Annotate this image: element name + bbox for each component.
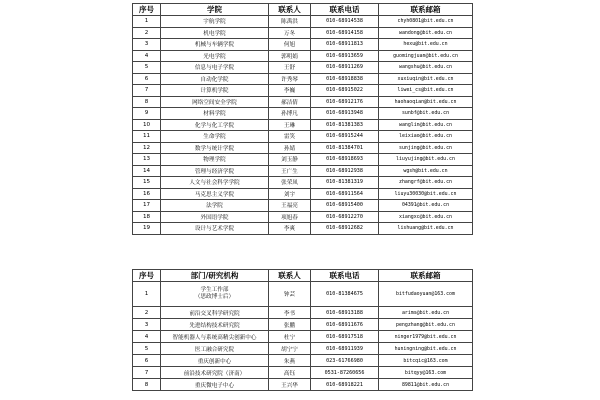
row-index: 11 [133, 131, 161, 143]
college-name: 马克思主义学院 [161, 188, 269, 200]
table-row [133, 131, 473, 143]
row-index: 1 [133, 16, 161, 28]
contact-phone: 010-68911939 [311, 343, 379, 355]
header-contact: 联系人 [269, 270, 311, 282]
header-index: 序号 [133, 270, 161, 282]
contact-person: 项旭春 [269, 211, 311, 223]
table-row [133, 96, 473, 108]
row-index: 4 [133, 50, 161, 62]
table-row [133, 355, 473, 367]
row-index: 4 [133, 331, 161, 343]
contact-email: arims@bit.edu.cn [379, 307, 473, 319]
contact-person: 郝洁倩 [269, 96, 311, 108]
contact-email: 04391@bit.edu.cn [379, 200, 473, 212]
contact-person: 朱燕 [269, 355, 311, 367]
row-index: 19 [133, 223, 161, 235]
contact-person: 王舒 [269, 62, 311, 74]
row-index: 3 [133, 319, 161, 331]
contact-person: 刘玉静 [269, 154, 311, 166]
row-index: 8 [133, 379, 161, 391]
college-name: 光电学院 [161, 50, 269, 62]
contact-email: bitfudaoyuan@163.com [379, 282, 473, 307]
college-name: 宇航学院 [161, 16, 269, 28]
table-header-row [133, 4, 473, 16]
college-name: 数学与统计学院 [161, 142, 269, 154]
college-name: 自动化学院 [161, 73, 269, 85]
table-row [133, 307, 473, 319]
contact-phone: 010-68911676 [311, 319, 379, 331]
contact-person: 孙博凡 [269, 108, 311, 120]
contact-email: wanglin@bit.edu.cn [379, 119, 473, 131]
contact-email: wandong@bit.edu.cn [379, 27, 473, 39]
college-name: 机械与车辆学院 [161, 39, 269, 51]
contact-person: 郭明娟 [269, 50, 311, 62]
department-name: 前沿交叉科学研究院 [161, 307, 269, 319]
header-email: 联系邮箱 [379, 270, 473, 282]
college-name: 材料学院 [161, 108, 269, 120]
contact-phone: 010-81381383 [311, 119, 379, 131]
contact-phone: 010-68918693 [311, 154, 379, 166]
contact-person: 许秀琴 [269, 73, 311, 85]
table-row [133, 27, 473, 39]
contact-email: wangshu@bit.edu.cn [379, 62, 473, 74]
college-name: 设计与艺术学院 [161, 223, 269, 235]
contact-phone: 010-68911813 [311, 39, 379, 51]
contact-phone: 010-68915400 [311, 200, 379, 212]
row-index: 3 [133, 39, 161, 51]
row-index: 5 [133, 343, 161, 355]
contact-person: 何旭 [269, 39, 311, 51]
table-row [133, 200, 473, 212]
contact-phone: 010-68917518 [311, 331, 379, 343]
row-index: 7 [133, 85, 161, 97]
contact-phone: 010-68915022 [311, 85, 379, 97]
college-name: 物理学院 [161, 154, 269, 166]
contact-email: sunbf@bit.edu.cn [379, 108, 473, 120]
contact-email: leixiao@bit.edu.cn [379, 131, 473, 143]
table-row [133, 142, 473, 154]
contact-phone: 010-81384675 [311, 282, 379, 307]
table-row [133, 367, 473, 379]
contact-email: pengzhang@bit.edu.cn [379, 319, 473, 331]
contact-person: 王福亮 [269, 200, 311, 212]
contact-email: huningning@bit.edu.cn [379, 343, 473, 355]
row-index: 2 [133, 307, 161, 319]
colleges-table-body [133, 16, 473, 235]
contact-person: 高钰 [269, 367, 311, 379]
contact-person: 陈禹洪 [269, 16, 311, 28]
header-email: 联系邮箱 [379, 4, 473, 16]
row-index: 1 [133, 282, 161, 307]
contact-person: 李巍 [269, 85, 311, 97]
table-row [133, 119, 473, 131]
contact-phone: 010-68912270 [311, 211, 379, 223]
college-name: 机电学院 [161, 27, 269, 39]
header-phone: 联系电话 [311, 270, 379, 282]
table-row [133, 319, 473, 331]
contact-email: sunjing@bit.edu.cn [379, 142, 473, 154]
department-name [161, 282, 269, 307]
college-name: 法学院 [161, 200, 269, 212]
row-index: 2 [133, 27, 161, 39]
college-name: 计算机学院 [161, 85, 269, 97]
contact-phone: 010-81381319 [311, 177, 379, 189]
contact-person: 王兴华 [269, 379, 311, 391]
contact-person: 张荣凤 [269, 177, 311, 189]
department-name: 智能机器人与系统高精尖创新中心 [161, 331, 269, 343]
contact-email: zhangrf@bit.edu.cn [379, 177, 473, 189]
institutes-table-body [133, 282, 473, 391]
table-row [133, 165, 473, 177]
table-row [133, 343, 473, 355]
contact-phone: 023-61766980 [311, 355, 379, 367]
contact-phone: 010-68913659 [311, 50, 379, 62]
row-index: 13 [133, 154, 161, 166]
contact-phone: 010-68914538 [311, 16, 379, 28]
college-name: 外国语学院 [161, 211, 269, 223]
row-index: 6 [133, 73, 161, 85]
contact-email: guomingjuan@bit.edu.cn [379, 50, 473, 62]
colleges-contact-table [132, 3, 473, 235]
contact-email: haohaoqian@bit.edu.cn [379, 96, 473, 108]
row-index: 10 [133, 119, 161, 131]
contact-person: 李书 [269, 307, 311, 319]
contact-phone: 010-68915244 [311, 131, 379, 143]
table-row [133, 62, 473, 74]
table-row [133, 211, 473, 223]
contact-email: ninger1979@bit.edu.cn [379, 331, 473, 343]
row-index: 5 [133, 62, 161, 74]
row-index: 17 [133, 200, 161, 212]
contact-person: 孙婧 [269, 142, 311, 154]
contact-email: wgsh@bit.edu.cn [379, 165, 473, 177]
contact-person: 钟芸 [269, 282, 311, 307]
college-name: 网络空间安全学院 [161, 96, 269, 108]
row-index: 6 [133, 355, 161, 367]
contact-email: liwei_cs@bit.edu.cn [379, 85, 473, 97]
contact-email: hexu@bit.edu.cn [379, 39, 473, 51]
row-index: 7 [133, 367, 161, 379]
contact-email: liuyu30030@bit.edu.cn [379, 188, 473, 200]
contact-email: chyh0801@bit.edu.cn [379, 16, 473, 28]
contact-phone: 010-68913948 [311, 108, 379, 120]
table-row [133, 177, 473, 189]
contact-person: 万冬 [269, 27, 311, 39]
contact-person: 李爽 [269, 223, 311, 235]
row-index: 18 [133, 211, 161, 223]
college-name: 信息与电子学院 [161, 62, 269, 74]
header-college: 学院 [161, 4, 269, 16]
department-name: 重庆微电子中心 [161, 379, 269, 391]
contact-phone: 010-68918838 [311, 73, 379, 85]
institutes-contact-table [132, 269, 473, 391]
department-name: 医工融合研究院 [161, 343, 269, 355]
college-name: 人文与社会科学学院 [161, 177, 269, 189]
contact-email: 89811@bit.edu.cn [379, 379, 473, 391]
table-row [133, 16, 473, 28]
contact-phone: 010-68914158 [311, 27, 379, 39]
table-row [133, 108, 473, 120]
contact-person: 张鹏 [269, 319, 311, 331]
contact-person: 雷笑 [269, 131, 311, 143]
contact-email: liuyujing@bit.edu.cn [379, 154, 473, 166]
table-row [133, 282, 473, 307]
table-row [133, 331, 473, 343]
contact-phone: 010-68911269 [311, 62, 379, 74]
contact-person: 杜宁 [269, 331, 311, 343]
row-index: 14 [133, 165, 161, 177]
department-name: 前沿技术研究院（济南） [161, 367, 269, 379]
header-phone: 联系电话 [311, 4, 379, 16]
table-row [133, 188, 473, 200]
header-department: 部门/研究机构 [161, 270, 269, 282]
contact-phone: 010-68912176 [311, 96, 379, 108]
contact-person: 刘宇 [269, 188, 311, 200]
college-name: 管理与经济学院 [161, 165, 269, 177]
table-row [133, 379, 473, 391]
row-index: 16 [133, 188, 161, 200]
department-name: 重庆创新中心 [161, 355, 269, 367]
contact-phone: 010-68913188 [311, 307, 379, 319]
header-contact: 联系人 [269, 4, 311, 16]
contact-person: 王琳 [269, 119, 311, 131]
contact-phone: 010-81384701 [311, 142, 379, 154]
contact-email: bitcqic@163.com [379, 355, 473, 367]
department-name-line: （思政博士后） [194, 294, 235, 300]
row-index: 8 [133, 96, 161, 108]
contact-phone: 010-68912682 [311, 223, 379, 235]
table-row [133, 85, 473, 97]
row-index: 9 [133, 108, 161, 120]
table-row [133, 223, 473, 235]
contact-phone: 0531-87260656 [311, 367, 379, 379]
department-name-line: 学生工作部 [200, 287, 229, 293]
contact-email: xuxiuqin@bit.edu.cn [379, 73, 473, 85]
college-name: 化学与化工学院 [161, 119, 269, 131]
contact-person: 王广生 [269, 165, 311, 177]
contact-phone: 010-68912938 [311, 165, 379, 177]
table-header-row [133, 270, 473, 282]
college-name: 生命学院 [161, 131, 269, 143]
contact-email: lishuang@bit.edu.cn [379, 223, 473, 235]
contact-email: bitqyy@163.com [379, 367, 473, 379]
table-row [133, 39, 473, 51]
contact-phone: 010-68911564 [311, 188, 379, 200]
header-index: 序号 [133, 4, 161, 16]
row-index: 12 [133, 142, 161, 154]
table-row [133, 50, 473, 62]
department-name: 先进结构技术研究院 [161, 319, 269, 331]
table-row [133, 73, 473, 85]
row-index: 15 [133, 177, 161, 189]
contact-phone: 010-68918221 [311, 379, 379, 391]
table-row [133, 154, 473, 166]
contact-person: 胡宁宁 [269, 343, 311, 355]
contact-email: xiangxc@bit.edu.cn [379, 211, 473, 223]
